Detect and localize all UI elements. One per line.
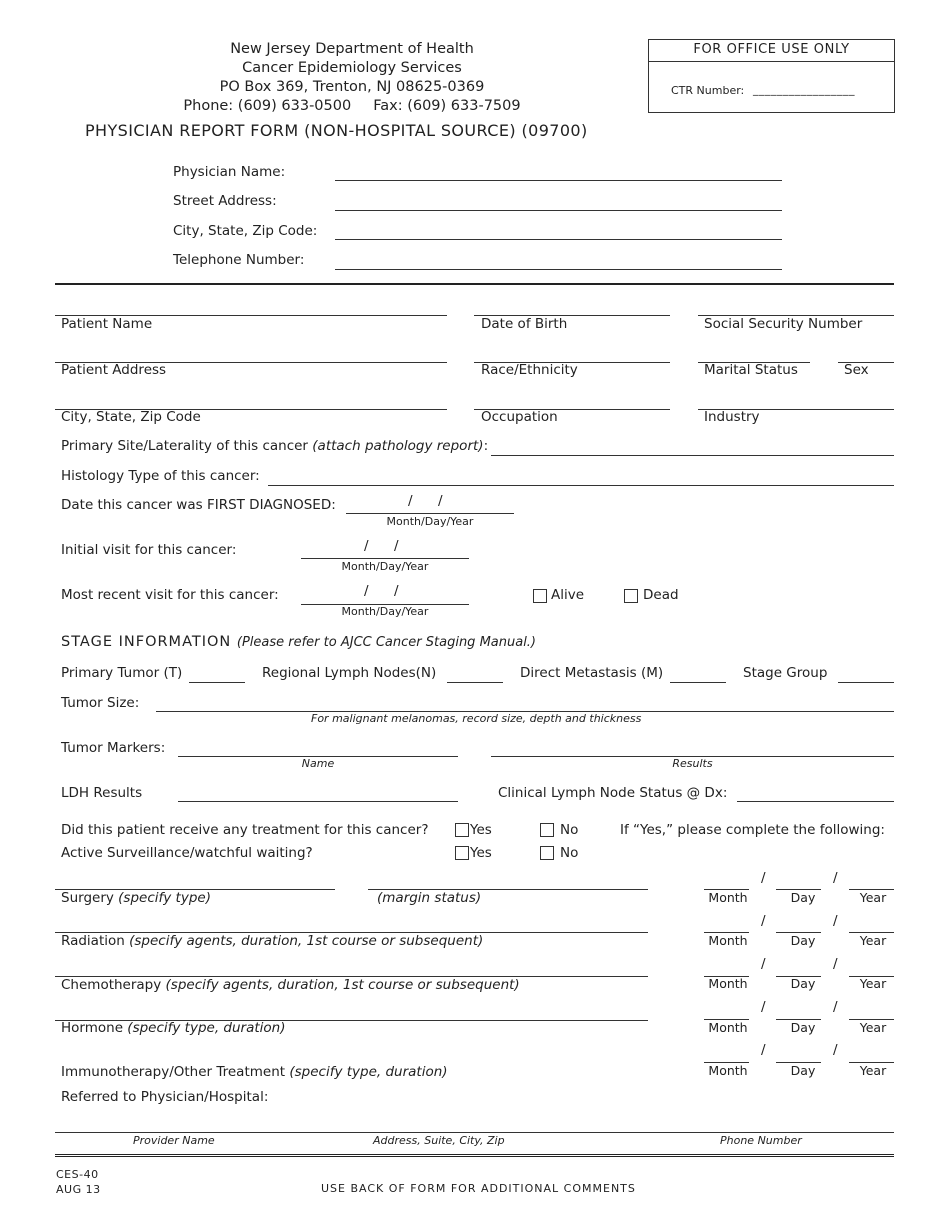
day-caption: Day <box>790 976 816 991</box>
recent-slash-2: / <box>394 583 399 599</box>
treatment-no-label: No <box>560 822 579 838</box>
immunotherapy-label: Immunotherapy/Other Treatment (specify type, duration) <box>61 1064 448 1080</box>
treatment-no-checkbox[interactable] <box>540 823 554 837</box>
primary-tumor-label: Primary Tumor (T) <box>61 665 183 681</box>
year-caption: Year <box>859 976 887 991</box>
office-use-box <box>648 39 895 113</box>
telephone-label: Telephone Number: <box>173 252 305 268</box>
month-caption: Month <box>708 933 748 948</box>
initial-slash-1: / <box>364 538 369 554</box>
recent-visit-label: Most recent visit for this cancer: <box>61 587 279 603</box>
physician-name-label: Physician Name: <box>173 164 286 180</box>
sex-label: Sex <box>844 362 869 378</box>
office-divider <box>649 61 894 62</box>
year-caption: Year <box>859 890 887 905</box>
stage-group-field[interactable] <box>838 682 894 683</box>
radiation-date-slash-2: / <box>833 913 838 929</box>
alive-checkbox[interactable] <box>533 589 547 603</box>
surveillance-no-label: No <box>560 845 579 861</box>
agency-phone-fax <box>180 97 524 116</box>
immuno-date-slash-1: / <box>761 1042 766 1058</box>
form-title: PHYSICIAN REPORT FORM (NON-HOSPITAL SOURCE) (09700) <box>85 121 588 140</box>
treatment-yes-checkbox[interactable] <box>455 823 469 837</box>
metastasis-field[interactable] <box>670 682 726 683</box>
lymph-nodes-label: Regional Lymph Nodes(N) <box>262 665 437 681</box>
histology-label: Histology Type of this cancer: <box>61 468 260 484</box>
initial-visit-label: Initial visit for this cancer: <box>61 542 237 558</box>
ctr-number-field[interactable]: _________________ <box>753 83 855 96</box>
ldh-label: LDH Results <box>61 785 143 801</box>
office-use-title: FOR OFFICE USE ONLY <box>693 42 850 57</box>
surgery-date-slash-2: / <box>833 870 838 886</box>
agency-fax: Fax: (609) 633-7509 <box>373 98 521 114</box>
primary-tumor-field[interactable] <box>189 682 245 683</box>
lymph-nodes-field[interactable] <box>447 682 503 683</box>
surveillance-question: Active Surveillance/watchful waiting? <box>61 845 313 861</box>
radiation-label: Radiation (specify agents, duration, 1st course or subsequent) <box>61 933 484 949</box>
section-divider <box>55 283 894 285</box>
hormone-date-slash-1: / <box>761 999 766 1015</box>
initial-visit-date-field[interactable] <box>301 558 469 559</box>
radiation-date-slash-1: / <box>761 913 766 929</box>
first-diag-slash-2: / <box>438 493 443 509</box>
occupation-label: Occupation <box>481 409 558 425</box>
agency-phone: Phone: (609) 633-0500 <box>183 98 352 114</box>
form-revision-date: AUG 13 <box>56 1183 101 1196</box>
physician-city-field[interactable] <box>335 239 782 240</box>
markers-name-caption: Name <box>301 757 335 770</box>
day-caption: Day <box>790 890 816 905</box>
dead-checkbox[interactable] <box>624 589 638 603</box>
day-caption: Day <box>790 1063 816 1078</box>
street-address-label: Street Address: <box>173 193 277 209</box>
physician-name-field[interactable] <box>335 180 782 181</box>
day-caption: Day <box>790 1020 816 1035</box>
phone-number-caption: Phone Number <box>720 1134 802 1147</box>
chemotherapy-label: Chemotherapy (specify agents, duration, 1st course or subsequent) <box>61 977 520 993</box>
pathology-note: (attach pathology report) <box>312 438 484 454</box>
initial-slash-2: / <box>394 538 399 554</box>
telephone-field[interactable] <box>335 269 782 270</box>
patient-address-label: Patient Address <box>61 362 167 378</box>
melanoma-note: For malignant melanomas, record size, depth and thickness <box>311 712 642 725</box>
recent-slash-1: / <box>364 583 369 599</box>
provider-name-caption: Provider Name <box>133 1134 215 1147</box>
clinical-lymph-label: Clinical Lymph Node Status @ Dx: <box>498 785 728 801</box>
tumor-markers-label: Tumor Markers: <box>61 740 166 756</box>
alive-label: Alive <box>551 587 585 603</box>
form-code: CES-40 <box>56 1168 99 1181</box>
dept-name: New Jersey Department of Health <box>230 41 474 57</box>
recent-visit-format: Month/Day/Year <box>341 605 429 618</box>
histology-field[interactable] <box>268 485 894 486</box>
patient-name-label: Patient Name <box>61 316 153 332</box>
month-caption: Month <box>708 976 748 991</box>
ssn-label: Social Security Number <box>704 316 863 332</box>
street-address-field[interactable] <box>335 210 782 211</box>
clinical-lymph-field[interactable] <box>737 801 894 802</box>
treatment-yes-label: Yes <box>470 822 492 838</box>
race-label: Race/Ethnicity <box>481 362 578 378</box>
metastasis-label: Direct Metastasis (M) <box>520 665 664 681</box>
surgery-label: Surgery (specify type) <box>61 890 211 906</box>
month-caption: Month <box>708 890 748 905</box>
if-yes-instruction: If “Yes,” please complete the following: <box>620 822 885 838</box>
surveillance-yes-checkbox[interactable] <box>455 846 469 860</box>
physician-city-label: City, State, Zip Code: <box>173 223 318 239</box>
ctr-number-label: CTR Number: <box>671 84 745 97</box>
industry-label: Industry <box>704 409 760 425</box>
initial-visit-format: Month/Day/Year <box>341 560 429 573</box>
agency-header <box>180 40 524 116</box>
chemo-date-slash-1: / <box>761 956 766 972</box>
patient-city-label: City, State, Zip Code <box>61 409 201 425</box>
ajcc-note: (Please refer to AJCC Cancer Staging Manual.) <box>236 635 537 650</box>
year-caption: Year <box>859 1063 887 1078</box>
surveillance-yes-label: Yes <box>470 845 492 861</box>
primary-site-field[interactable] <box>491 455 894 456</box>
dob-label: Date of Birth <box>481 316 568 332</box>
month-caption: Month <box>708 1020 748 1035</box>
immuno-date-slash-2: / <box>833 1042 838 1058</box>
primary-site-label: Primary Site/Laterality of this cancer (attach pathology report): <box>61 438 489 454</box>
stage-heading: STAGE INFORMATION (Please refer to AJCC Cancer Staging Manual.) <box>61 634 537 650</box>
first-diagnosed-date-field[interactable] <box>346 513 514 514</box>
chemo-date-slash-2: / <box>833 956 838 972</box>
first-diagnosed-label: Date this cancer was FIRST DIAGNOSED: <box>61 497 336 513</box>
referral-field[interactable] <box>55 1132 894 1133</box>
hormone-label: Hormone (specify type, duration) <box>61 1020 286 1036</box>
month-caption: Month <box>708 1063 748 1078</box>
first-diag-slash-1: / <box>408 493 413 509</box>
form-code-block <box>56 1167 101 1197</box>
markers-results-caption: Results <box>672 757 713 770</box>
margin-status-label: (margin status) <box>377 890 482 906</box>
year-caption: Year <box>859 933 887 948</box>
first-diag-format: Month/Day/Year <box>386 515 474 528</box>
marital-label: Marital Status <box>704 362 798 378</box>
division-name: Cancer Epidemiology Services <box>242 60 462 76</box>
day-caption: Day <box>790 933 816 948</box>
referral-address-caption: Address, Suite, City, Zip <box>373 1134 505 1147</box>
year-caption: Year <box>859 1020 887 1035</box>
additional-comments-note: USE BACK OF FORM FOR ADDITIONAL COMMENTS <box>321 1182 636 1195</box>
tumor-size-label: Tumor Size: <box>61 695 140 711</box>
hormone-date-slash-2: / <box>833 999 838 1015</box>
stage-group-label: Stage Group <box>743 665 828 681</box>
agency-address: PO Box 369, Trenton, NJ 08625-0369 <box>219 79 485 95</box>
surgery-date-slash-1: / <box>761 870 766 886</box>
surveillance-no-checkbox[interactable] <box>540 846 554 860</box>
footer-divider <box>55 1154 894 1157</box>
treatment-question: Did this patient receive any treatment for this cancer? <box>61 822 429 838</box>
dead-label: Dead <box>643 587 679 603</box>
ldh-field[interactable] <box>178 801 458 802</box>
referred-label: Referred to Physician/Hospital: <box>61 1089 269 1105</box>
